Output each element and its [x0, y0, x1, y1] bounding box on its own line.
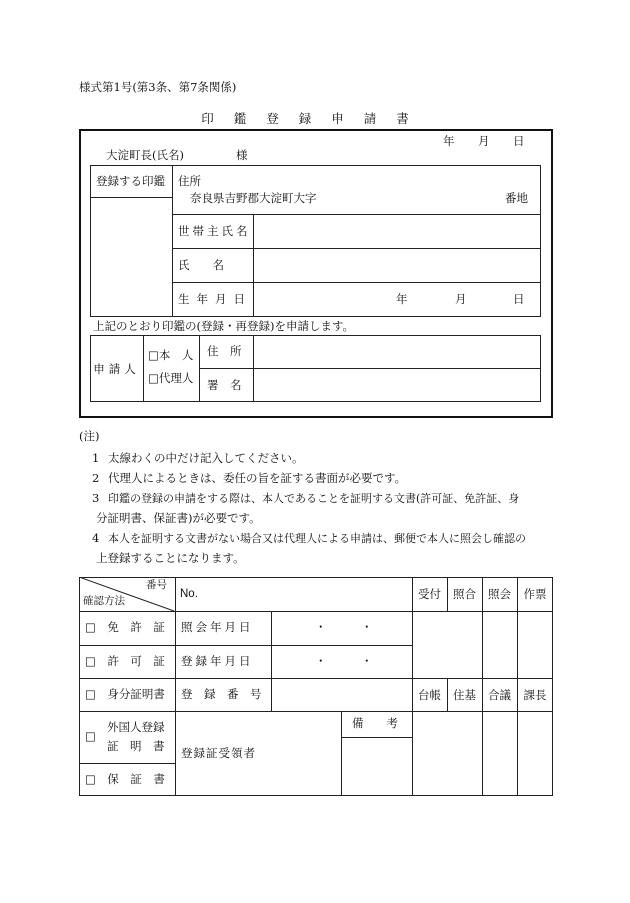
date-month: 月 [478, 134, 490, 148]
note-number: 3 [92, 491, 100, 505]
note-text-continued: 上登録することになります。 [96, 551, 245, 565]
inquiry-date-label: 照会年月日 [181, 620, 254, 634]
signature-label: 署 名 [207, 378, 242, 392]
shogo-header: 照合 [453, 587, 476, 601]
note-number: 4 [92, 531, 100, 545]
foreigner-label-2: 証 明 書 [107, 739, 165, 753]
form-number: 様式第1号(第3条、第7条関係) [79, 80, 237, 94]
birth-day: 日 [513, 292, 525, 306]
note-text: 太線わくの中だけ記入してください。 [108, 451, 304, 465]
note-text-continued: 分証明書、保証書)が必要です。 [96, 511, 261, 525]
no-label: No. [180, 588, 198, 600]
gogi-header: 合議 [488, 687, 511, 702]
receiver-label: 登録証受領者 [181, 746, 256, 760]
daicho-header: 台帳 [418, 687, 441, 702]
seal-label: 登録する印鑑 [96, 174, 165, 188]
shokai-header: 照会 [488, 587, 511, 601]
applicant-address-label: 住 所 [207, 344, 242, 358]
note-text: 本人を証明する文書がない場合又は代理人による申請は、郵便で本人に照会し確認の [108, 532, 526, 545]
register-date-field[interactable]: ・ ・ [315, 654, 373, 668]
date-day: 日 [513, 134, 525, 148]
register-date-label: 登録年月日 [181, 654, 254, 668]
foreigner-label: 外国人登録 [107, 720, 165, 734]
request-text: 上記のとおり印鑑の(登録・再登録)を申請します。 [93, 319, 355, 333]
license-checkbox[interactable]: □ 免 許 証 [85, 620, 165, 634]
guarantee-checkbox[interactable]: □ 保 証 書 [85, 772, 165, 786]
notes-heading: (注) [79, 429, 100, 443]
note-text: 印鑑の登録の申請をする際は、本人であることを証明する文書(許可証、免許証、身 [108, 492, 520, 505]
permit-checkbox[interactable]: □ 許 可 証 [85, 654, 165, 668]
birth-label: 生年月日 [178, 292, 252, 306]
addressee-suffix: 様 [236, 148, 248, 162]
applicant-address-field[interactable] [254, 336, 540, 368]
method-header: 確認方法 [83, 595, 125, 607]
date-year: 年 [443, 134, 455, 148]
address-label: 住所 [178, 174, 201, 188]
kacho-header: 課長 [523, 687, 547, 702]
note-text: 代理人によるときは、委任の旨を証する書面が必要です。 [108, 471, 407, 485]
household-head-label: 世帯主氏名 [178, 224, 251, 238]
sakuhyo-header: 作票 [523, 587, 547, 601]
id-card-checkbox[interactable]: □ 身分証明書 [85, 687, 165, 701]
signature-field[interactable] [254, 369, 540, 401]
name-field[interactable] [254, 249, 540, 282]
number-header: 番号 [146, 579, 167, 591]
addressee-label: 大淀町長(氏名) [106, 148, 184, 162]
note-number: 2 [92, 471, 100, 485]
applicant-label: 申請人 [93, 361, 140, 376]
household-head-field[interactable] [254, 215, 540, 248]
seal-impression-area[interactable] [91, 198, 171, 316]
foreigner-checkbox[interactable]: □ [85, 729, 96, 743]
register-number-label: 登 録 番 号 [181, 687, 262, 701]
address-value: 奈良県吉野郡大淀町大字 [190, 191, 317, 205]
page-title: 印鑑登録申請書 [201, 111, 429, 126]
juki-header: 住基 [453, 687, 476, 702]
remarks-label: 備 考 [352, 716, 398, 730]
birth-month: 月 [455, 292, 467, 306]
agent-checkbox[interactable]: □代理人 [148, 371, 194, 385]
address-suffix: 番地 [505, 191, 528, 205]
uketsuke-header: 受付 [418, 587, 441, 601]
note-number: 1 [92, 451, 100, 465]
inquiry-date-field[interactable]: ・ ・ [315, 620, 373, 634]
name-label: 氏 名 [178, 258, 224, 272]
self-checkbox[interactable]: □本 人 [148, 348, 194, 362]
birth-year: 年 [396, 292, 408, 306]
